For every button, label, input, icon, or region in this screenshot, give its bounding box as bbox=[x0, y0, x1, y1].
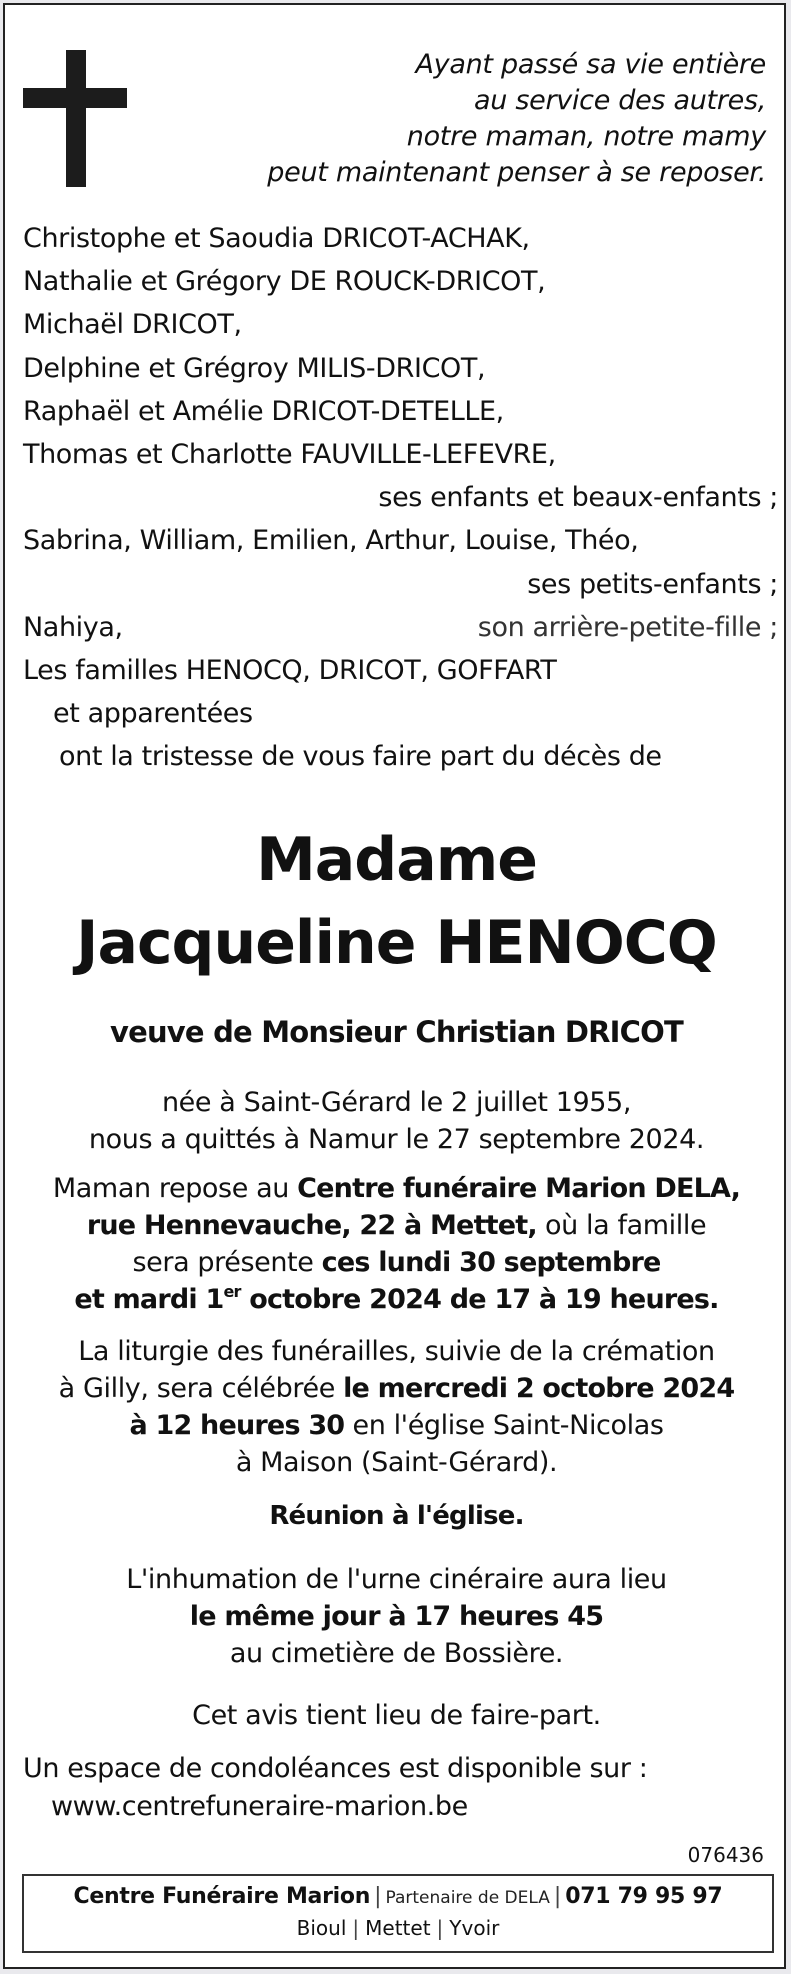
condolences-link[interactable]: www.centrefuneraire-marion.be bbox=[51, 1791, 468, 1822]
great-grandchild-role: son arrière-petite-fille ; bbox=[477, 611, 778, 643]
family-member: Nathalie et Grégory DE ROUCK-DRICOT, bbox=[23, 266, 546, 298]
presence-line2-b: octobre 2024 de 17 à 19 heures. bbox=[240, 1284, 719, 1315]
family-member: Raphaël et Amélie DRICOT-DETELLE, bbox=[23, 395, 504, 427]
birth-line: née à Saint-Gérard le 2 juillet 1955, bbox=[161, 1087, 632, 1118]
epitaph-poem bbox=[206, 47, 766, 191]
obituary-card bbox=[3, 3, 786, 1969]
phone-number: 071 79 95 97 bbox=[565, 1884, 723, 1909]
grandchildren-role: ses petits-enfants ; bbox=[527, 568, 778, 600]
rest-family: où la famille bbox=[536, 1210, 707, 1241]
family-member: Michaël DRICOT, bbox=[23, 309, 242, 341]
poem-line: au service des autres, bbox=[474, 85, 766, 116]
birth-death-block bbox=[5, 1084, 788, 1158]
liturgy-line1: La liturgie des funérailles, suivie de la crémation bbox=[78, 1336, 715, 1367]
liturgy-block bbox=[5, 1333, 788, 1481]
meeting-note: Réunion à l'église. bbox=[269, 1501, 524, 1531]
rest-prefix: Maman repose au bbox=[52, 1173, 298, 1204]
poem-line: Ayant passé sa vie entière bbox=[415, 49, 766, 80]
poem-line: peut maintenant penser à se reposer. bbox=[267, 157, 766, 188]
announcement: ont la tristesse de vous faire part du décès de bbox=[59, 741, 662, 773]
liturgy-date: le mercredi 2 octobre 2024 bbox=[343, 1373, 735, 1404]
company-name: Centre Funéraire Marion bbox=[73, 1884, 371, 1909]
death-line: nous a quittés à Namur le 27 septembre 2024. bbox=[88, 1124, 705, 1155]
condolences-text: Un espace de condoléances est disponible sur : bbox=[23, 1753, 648, 1784]
liturgy-line4: à Maison (Saint-Gérard). bbox=[235, 1447, 558, 1478]
family-member: Delphine et Grégroy MILIS-DRICOT, bbox=[23, 352, 486, 384]
presence-days: ces lundi 30 septembre bbox=[321, 1247, 661, 1278]
location-mettet: Mettet bbox=[365, 1916, 431, 1940]
deceased-title: Madame bbox=[256, 825, 537, 895]
inhumation-time: le même jour à 17 heures 45 bbox=[189, 1601, 604, 1632]
grandchildren: Sabrina, William, Emilien, Arthur, Louise, Théo, bbox=[23, 525, 639, 557]
families-related: et apparentées bbox=[53, 698, 253, 730]
inhumation-line1: L'inhumation de l'urne cinéraire aura lieu bbox=[126, 1564, 667, 1595]
funeral-home-footer: Centre Funéraire Marion | Partenaire de DELA | 071 79 95 97 Bioul | Mettet | Yvoir bbox=[22, 1874, 774, 1953]
presence-sup: er bbox=[223, 1282, 241, 1301]
family-member: Christophe et Saoudia DRICOT-ACHAK, bbox=[23, 223, 530, 254]
location-bioul: Bioul bbox=[296, 1916, 347, 1940]
reference-number: 076436 bbox=[687, 1843, 764, 1867]
resting-block bbox=[5, 1170, 788, 1318]
condolences-block bbox=[23, 1750, 647, 1826]
partner-label: Partenaire de DELA bbox=[385, 1888, 550, 1908]
liturgy-church: en l'église Saint-Nicolas bbox=[344, 1410, 664, 1441]
rest-place: Centre funéraire Marion DELA, bbox=[297, 1173, 741, 1204]
notice: Cet avis tient lieu de faire-part. bbox=[192, 1700, 601, 1731]
poem-line: notre maman, notre mamy bbox=[406, 121, 766, 152]
widow-of: veuve de Monsieur Christian DRICOT bbox=[109, 1015, 683, 1049]
family-member: Thomas et Charlotte FAUVILLE-LEFEVRE, bbox=[23, 438, 556, 470]
location-yvoir: Yvoir bbox=[449, 1916, 500, 1940]
inhumation-line3: au cimetière de Bossière. bbox=[229, 1638, 564, 1669]
great-grandchild: Nahiya, bbox=[23, 611, 123, 643]
family-list bbox=[23, 217, 778, 778]
children-role: ses enfants et beaux-enfants ; bbox=[378, 482, 778, 514]
deceased-name: Jacqueline HENOCQ bbox=[76, 908, 717, 978]
rest-street: rue Hennevauche, 22 à Mettet, bbox=[86, 1210, 537, 1241]
liturgy-time: à 12 heures 30 bbox=[129, 1410, 345, 1441]
families: Les familles HENOCQ, DRICOT, GOFFART bbox=[23, 654, 557, 686]
presence-prefix: sera présente bbox=[132, 1247, 322, 1278]
presence-line2-a: et mardi 1 bbox=[74, 1284, 224, 1315]
liturgy-line2-prefix: à Gilly, sera célébrée bbox=[58, 1373, 344, 1404]
inhumation-block bbox=[5, 1561, 788, 1672]
